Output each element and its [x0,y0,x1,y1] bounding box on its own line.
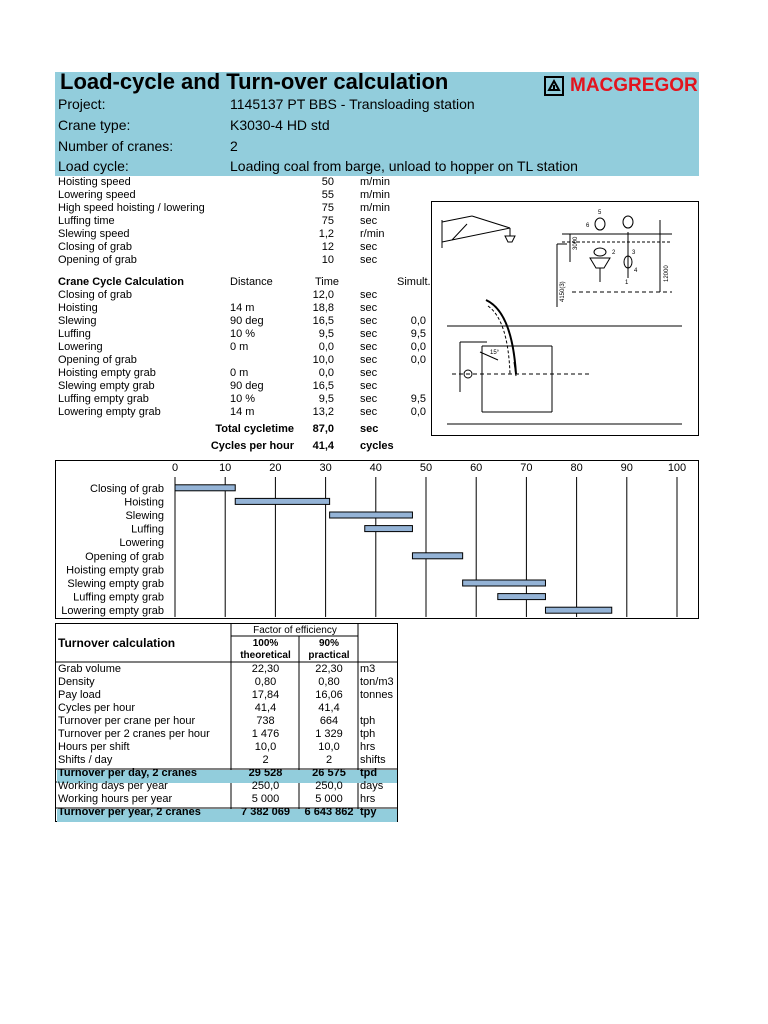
speed-label: Closing of grab [58,241,132,253]
cycle-row-label: Lowering empty grab [58,406,161,418]
turnover-row-practical: 10,0 [318,741,340,753]
col-distance-header: Distance [230,276,273,288]
cycle-row-simult: 0,0 [410,315,426,327]
cycle-row-time: 0,0 [318,341,334,353]
drawing-label: 3 [632,250,636,256]
turnover-row-practical: 5 000 [315,793,343,805]
gantt-bar [235,498,329,504]
gantt-x-tick-label: 50 [419,462,433,474]
speed-value: 55 [321,189,334,201]
cycle-row-distance: 0 m [230,341,249,353]
gantt-x-tick-label: 80 [570,462,583,474]
gantt-bar [545,607,611,613]
num-cranes-label: Number of cranes: [58,138,174,154]
cycle-row-time: 0,0 [318,367,334,379]
speed-unit: m/min [360,189,390,201]
turnover-row-unit: hrs [360,793,376,805]
turnover-row-theoretical: 1 476 [251,728,280,740]
cycle-gantt-chart [55,460,699,619]
cycle-row-distance: 14 m [230,302,255,314]
cycle-row-simult: 0,0 [410,341,426,353]
gantt-x-tick-label: 30 [319,462,332,474]
speed-value: 1,2 [318,228,334,240]
turnover-row-theoretical: 29 528 [248,767,283,779]
turnover-row-label: Shifts / day [58,754,113,766]
gantt-bar [463,580,546,586]
gantt-category-label: Lowering empty grab [61,605,164,618]
logo-text: MACGREGOR [570,75,698,96]
crane-type-value: K3030-4 HD std [230,117,330,133]
turnover-row-theoretical: 0,80 [254,676,277,688]
cycle-row-time: 13,2 [312,406,334,418]
gantt-category-label: Luffing empty grab [73,591,164,604]
turnover-row-unit: tpd [360,767,378,779]
cycle-row-label: Luffing empty grab [58,393,149,405]
turnover-row-label: Turnover per crane per hour [58,715,196,727]
page-title: Load-cycle and Turn-over calculation [60,69,449,94]
gantt-category-label: Closing of grab [90,482,164,495]
cycles-per-hour-unit: cycles [360,440,394,452]
gantt-category-label: Hoisting empty grab [66,564,164,577]
turnover-row-theoretical: 5 000 [251,793,280,805]
speed-unit: sec [360,215,378,227]
macgregor-logo [544,75,698,97]
col2-pct: 90% [318,638,339,649]
col1-name: theoretical [240,650,291,661]
turnover-row-practical: 0,80 [318,676,340,688]
cycle-row-distance: 10 % [230,328,256,340]
turnover-row-theoretical: 7 382 069 [241,806,290,818]
turnover-row-label: Density [58,676,95,688]
cycle-row-time: 16,5 [312,315,334,327]
speed-label: Opening of grab [58,254,137,266]
cycle-row-simult: 9,5 [410,328,426,340]
speed-label: Lowering speed [58,189,136,201]
speed-unit: sec [360,241,378,253]
turnover-table [55,623,398,822]
cycle-row-time: 16,5 [312,380,334,392]
drawing-label: 2 [612,250,616,256]
speed-unit: m/min [360,176,390,188]
drawing-label: 15° [490,350,500,356]
cycle-row-unit: sec [360,289,378,301]
turnover-row-unit: ton/m3 [360,676,394,688]
turnover-row-practical: 2 [325,754,333,766]
turnover-row-unit: shifts [360,754,386,766]
turnover-row-practical: 664 [319,715,339,727]
turnover-row-practical: 6 643 862 [304,806,354,818]
speed-value: 12 [321,241,334,253]
speed-label: High speed hoisting / lowering [58,202,205,214]
cycle-row-label: Luffing [58,328,91,340]
num-cranes-value: 2 [230,138,238,154]
turnover-row-theoretical: 2 [262,754,269,766]
cycle-row-label: Lowering [58,341,103,353]
gantt-category-label: Lowering [119,537,164,550]
cycle-row-time: 18,8 [312,302,334,314]
gantt-category-label: Hoisting [124,496,164,509]
turnover-row-unit: m3 [360,663,376,675]
turnover-row-label: Working hours per year [58,793,173,805]
speed-label: Luffing time [58,215,115,227]
drawing-label: 4150(3) [560,281,566,302]
gantt-bar [365,526,413,532]
turnover-row-practical: 250,0 [315,780,343,792]
cycle-row-simult: 0,0 [410,354,426,366]
turnover-row-label: Turnover per day, 2 cranes [58,767,197,779]
speed-label: Slewing speed [58,228,130,240]
cycle-row-label: Slewing [58,315,97,327]
cycle-row-time: 9,5 [318,393,334,405]
cycle-row-label: Slewing empty grab [58,380,155,392]
col1-pct: 100% [252,638,279,649]
cycles-per-hour-label: Cycles per hour [210,440,294,452]
cycles-per-hour-value: 41,4 [312,440,334,452]
cycle-row-unit: sec [360,367,378,379]
cycle-row-label: Hoisting [58,302,98,314]
turnover-title: Turnover calculation [58,636,176,650]
gantt-x-tick-label: 10 [219,462,232,474]
cycle-row-time: 12,0 [312,289,334,301]
speed-unit: r/min [360,228,385,240]
logo-icon [544,76,564,96]
gantt-bar [175,485,235,491]
cycle-row-distance: 90 deg [230,380,264,392]
cycle-row-distance: 0 m [230,367,249,379]
cycle-row-unit: sec [360,302,378,314]
cycle-row-simult: 9,5 [410,393,426,405]
gantt-x-tick-label: 40 [369,462,382,474]
turnover-row-label: Pay load [58,689,101,701]
gantt-bar [498,594,546,600]
turnover-row-unit: tph [360,728,376,740]
gantt-x-tick-label: 90 [620,462,633,474]
speed-unit: m/min [360,202,390,214]
cycle-row-label: Opening of grab [58,354,137,366]
cycle-row-label: Closing of grab [58,289,132,301]
gantt-x-tick-label: 60 [470,462,483,474]
total-cycletime-unit: sec [360,423,379,435]
turnover-row-theoretical: 41,4 [254,702,277,714]
cycle-row-unit: sec [360,354,378,366]
project-label: Project: [58,96,106,112]
turnover-row-unit: tpy [360,806,377,818]
turnover-row-unit: hrs [360,741,376,753]
cycle-heading: Crane Cycle Calculation [58,276,184,288]
turnover-row-unit: days [360,780,384,792]
speed-label: Hoisting speed [58,176,131,188]
cycle-row-distance: 10 % [230,393,256,405]
turnover-row-label: Working days per year [58,780,168,792]
gantt-x-tick-label: 20 [269,462,282,474]
crane-type-label: Crane type: [58,117,131,133]
turnover-row-practical: 41,4 [318,702,340,714]
turnover-row-label: Cycles per hour [58,702,136,714]
cycle-row-unit: sec [360,328,378,340]
drawing-label: 12000 [664,265,670,282]
turnover-row-label: Turnover per year, 2 cranes [58,806,201,818]
drawing-label: 5 [598,210,602,216]
speed-unit: sec [360,254,378,266]
total-cycletime-label: Total cycletime [215,423,294,435]
cycle-row-time: 10,0 [312,354,334,366]
speed-value: 10 [321,254,334,266]
drawing-label: 1 [625,280,629,286]
gantt-category-label: Luffing [131,523,164,536]
gantt-svg [56,461,698,618]
turnover-row-unit: tonnes [360,689,394,701]
speed-value: 50 [321,176,334,188]
turnover-row-label: Hours per shift [58,741,130,753]
gantt-bar [412,553,462,559]
cycle-row-unit: sec [360,406,378,418]
gantt-x-tick-label: 70 [520,462,533,474]
gantt-x-tick-label: 100 [667,462,687,474]
turnover-row-theoretical: 250,0 [251,780,280,792]
cycle-row-label: Hoisting empty grab [58,367,156,379]
gantt-category-label: Opening of grab [85,550,164,563]
gantt-x-tick-label: 0 [171,462,179,474]
load-cycle-value: Loading coal from barge, unload to hopper on TL station [230,158,578,174]
turnover-row-label: Turnover per 2 cranes per hour [58,728,210,740]
speed-value: 75 [321,215,334,227]
crane-drawing [431,201,699,436]
cycle-row-unit: sec [360,380,378,392]
turnover-row-theoretical: 17,84 [251,689,280,701]
total-cycletime-value: 87,0 [312,423,334,435]
turnover-row-theoretical: 738 [256,715,275,727]
turnover-row-practical: 26 575 [312,767,346,779]
project-value: 1145137 PT BBS - Transloading station [230,96,475,112]
load-cycle-label: Load cycle: [58,158,129,174]
cycle-row-simult: 0,0 [410,406,426,418]
gantt-category-label: Slewing empty grab [67,578,164,590]
cycle-row-unit: sec [360,315,378,327]
col-simult-header: Simult. [397,276,431,288]
gantt-category-label: Slewing [125,510,164,522]
turnover-row-theoretical: 22,30 [251,663,280,675]
drawing-label: 3000 [573,236,579,250]
turnover-row-practical: 1 329 [315,728,343,740]
gantt-bar [330,512,413,518]
turnover-row-unit: tph [360,715,376,727]
turnover-row-practical: 16,06 [315,689,343,701]
crane-drawing-svg [432,202,698,435]
drawing-label: 4 [634,268,638,274]
factor-label: Factor of efficiency [253,625,337,636]
drawing-label: 6 [586,223,590,229]
col-time-header: Time [315,276,340,288]
turnover-row-theoretical: 10,0 [254,741,277,753]
turnover-row-label: Grab volume [58,663,121,675]
cycle-row-unit: sec [360,393,378,405]
cycle-row-distance: 90 deg [230,315,264,327]
cycle-row-unit: sec [360,341,378,353]
turnover-row-practical: 22,30 [315,663,343,675]
cycle-row-time: 9,5 [318,328,334,340]
cycle-row-distance: 14 m [230,406,255,418]
col2-name: practical [308,650,350,661]
speed-value: 75 [321,202,334,214]
